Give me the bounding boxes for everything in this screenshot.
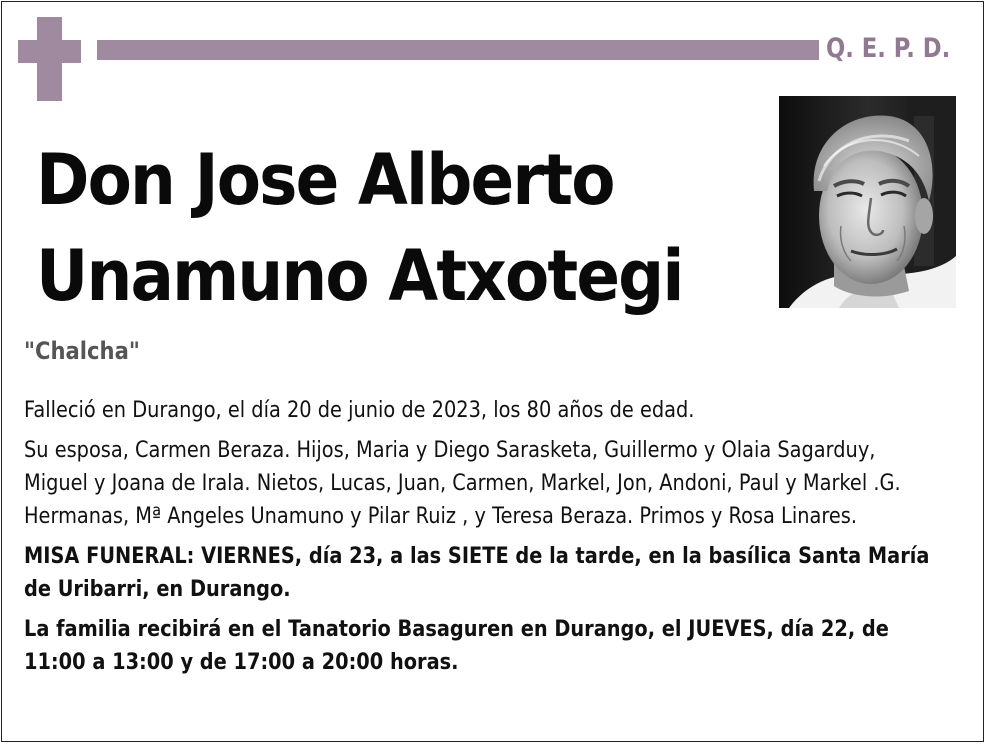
death-notice: Falleció en Durango, el día 20 de junio de 2023, los 80 años de edad. <box>24 397 695 423</box>
header-rule <box>97 40 819 60</box>
portrait-photo <box>779 96 956 308</box>
qepd-label: Q. E. P. D. <box>826 33 951 64</box>
deceased-name-line1: Don Jose Alberto <box>36 139 614 221</box>
deceased-alias: "Chalcha" <box>24 337 140 365</box>
deceased-name-line2: Unamuno Atxotegi <box>36 235 683 317</box>
funeral-notice: MISA FUNERAL: VIERNES, día 23, a las SIETE de la tarde, en la basílica Santa María de Uribarri, en Durango. <box>24 543 930 602</box>
cross-icon-horizontal <box>18 40 81 63</box>
deceased-name <box>36 132 683 324</box>
obituary-body <box>24 394 936 686</box>
wake-notice: La familia recibirá en el Tanatorio Basaguren en Durango, el JUEVES, día 22, de 11:00 a 13:00 y de 17:00 a 20:00 horas. <box>24 616 889 675</box>
family-notice: Su esposa, Carmen Beraza. Hijos, Maria y Diego Sarasketa, Guillermo y Olaia Sagarduy, Miguel y Joana de Irala. Nietos, Lucas, Juan, Carmen, Markel, Jon, Andoni, Paul y Markel .G. Hermanas, Mª Angeles Unamuno y Pilar Ruiz , y Teresa Beraza. Primos y Rosa Linares. <box>24 437 901 529</box>
portrait-photo-icon <box>779 96 956 308</box>
